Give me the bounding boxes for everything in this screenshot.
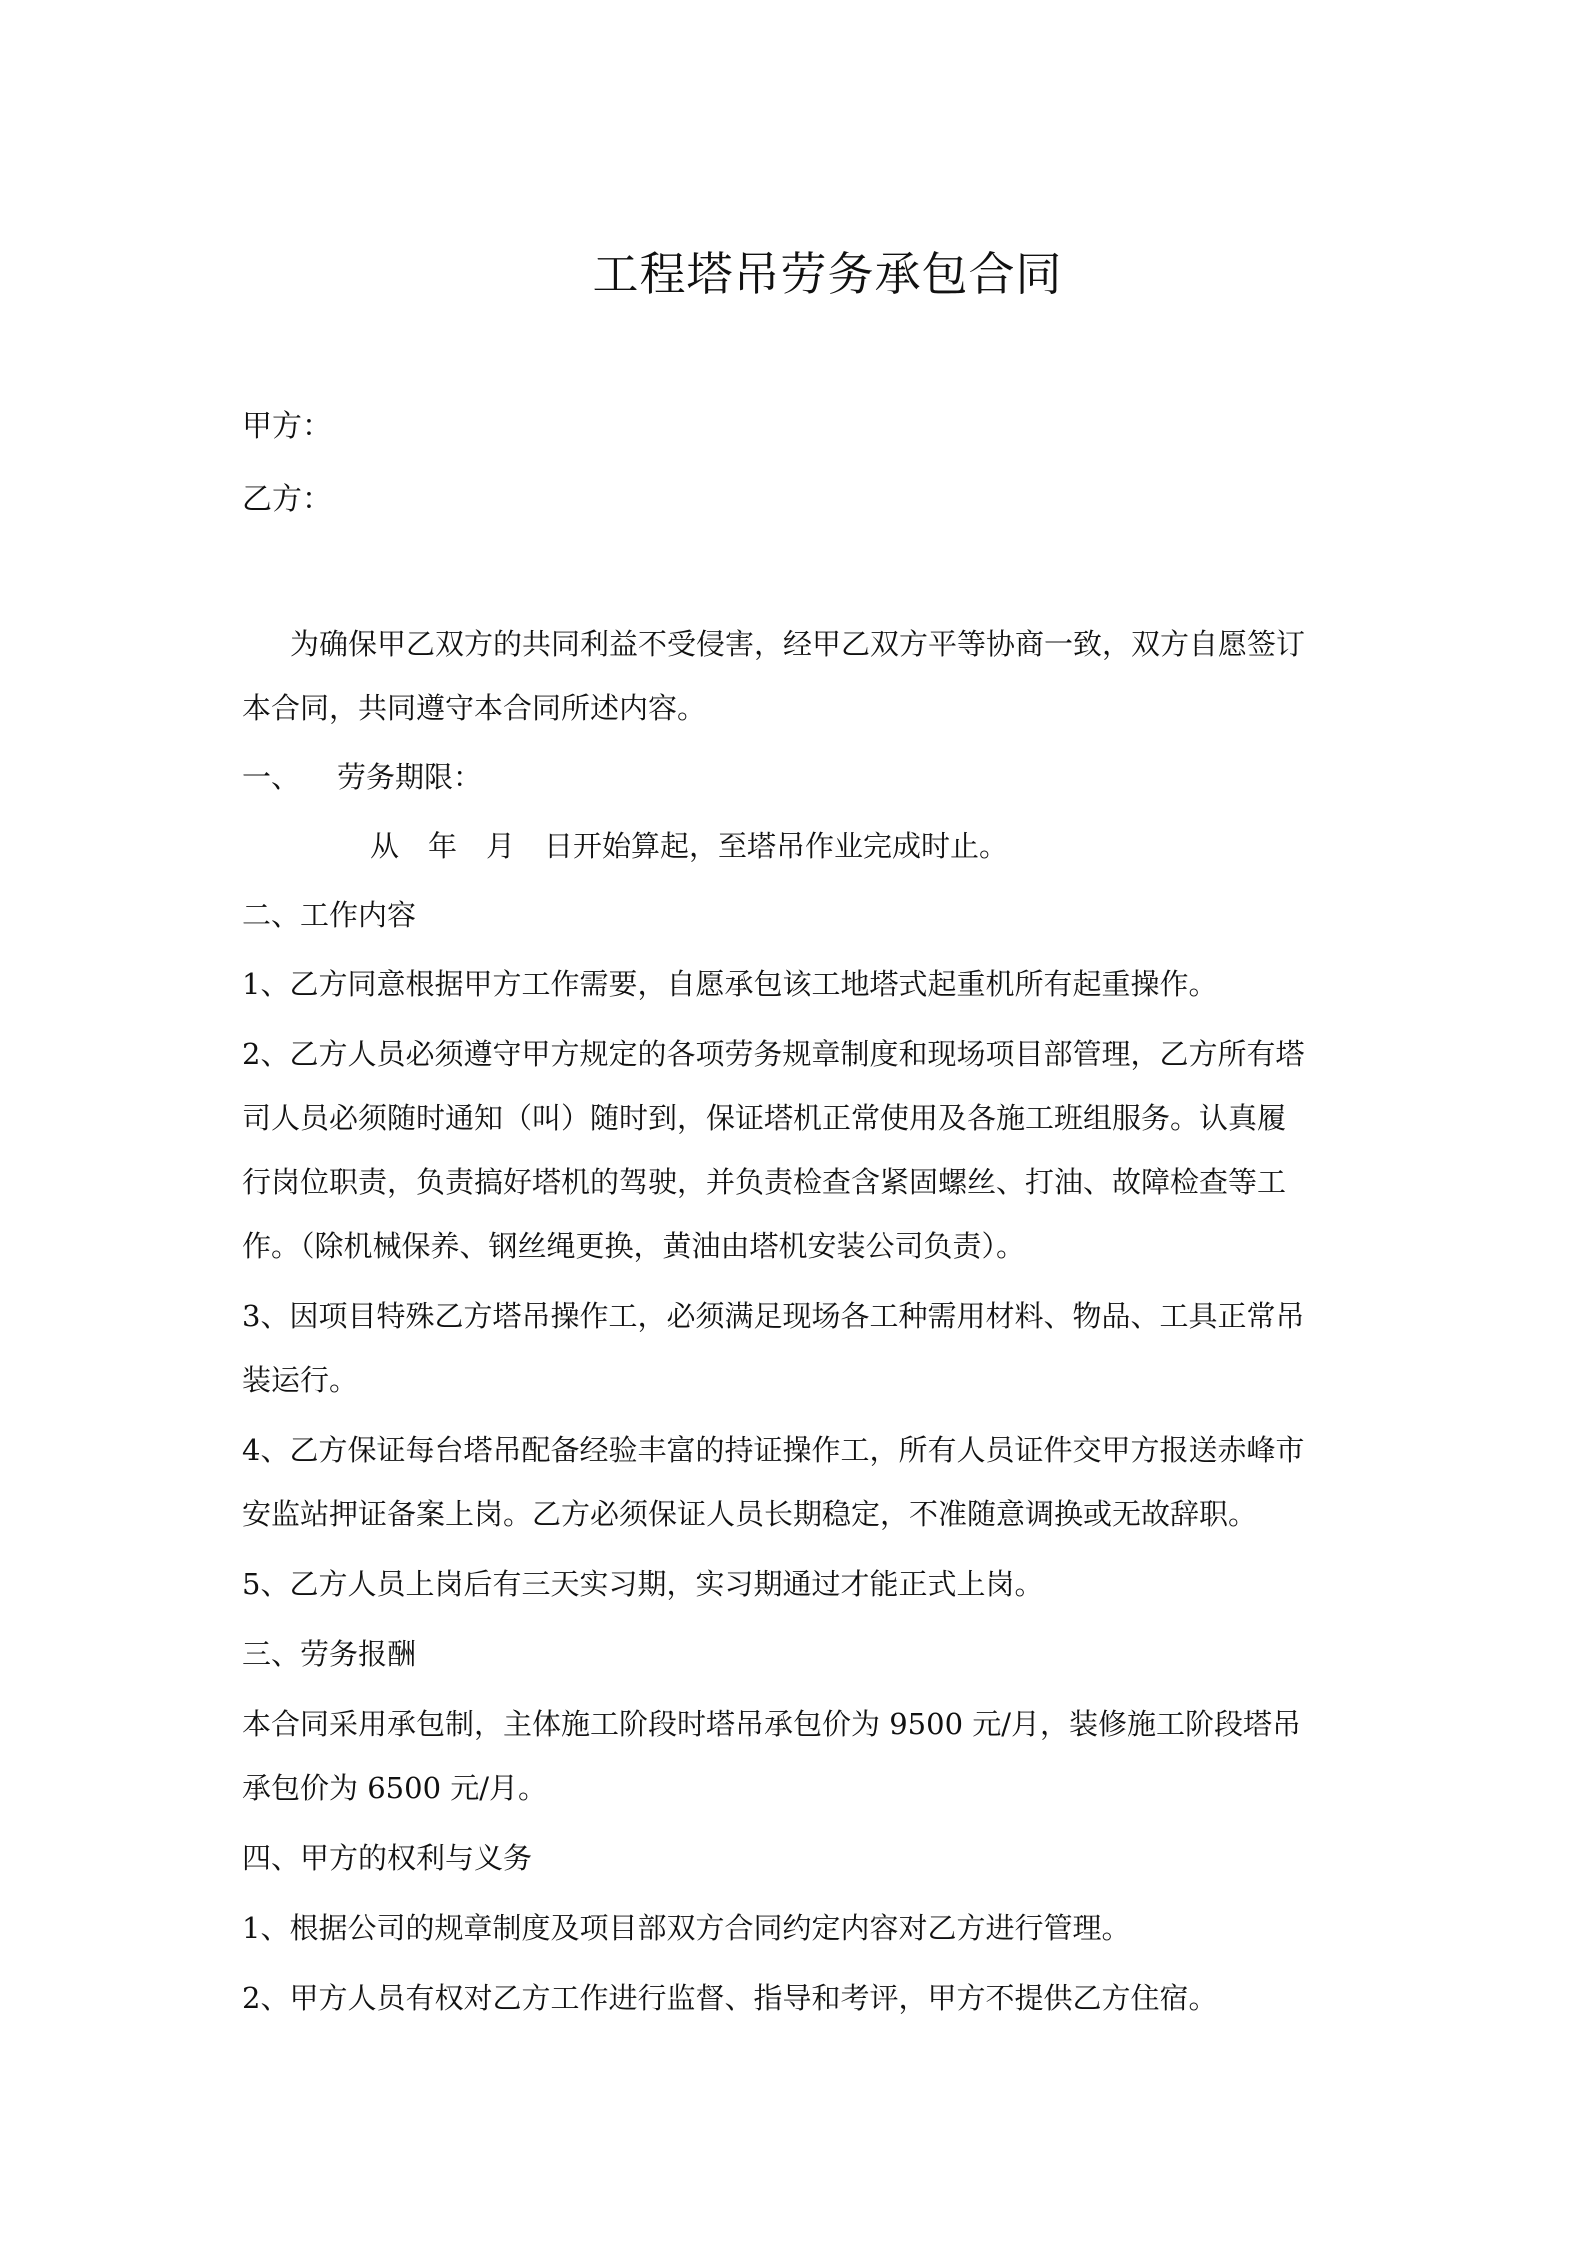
section-1-heading: [242, 757, 482, 797]
section-2-item-2-line-4: 作。（除机械保养、钢丝绳更换，黄油由塔机安装公司负责）。: [242, 1229, 1026, 1263]
section-3-heading: 三、劳务报酬: [242, 1637, 417, 1671]
section-2-heading: 二、工作内容: [242, 898, 417, 932]
section-2-item-1: 1、乙方同意根据甲方工作需要，自愿承包该工地塔式起重机所有起重操作。: [242, 967, 1218, 1001]
section-4-heading: 四、甲方的权利与义务: [242, 1841, 533, 1875]
section-2-item-2-line-3: 行岗位职责，负责搞好塔机的驾驶，并负责检查含紧固螺丝、打油、故障检查等工: [242, 1165, 1287, 1199]
section-2-item-5: 5、乙方人员上岗后有三天实习期，实习期通过才能正式上岗。: [242, 1567, 1044, 1601]
party-b-label: 乙方：: [242, 482, 332, 517]
party-a-label: 甲方：: [242, 409, 332, 444]
section-2-item-2-line-2: 司人员必须随时通知（叫）随时到，保证塔机正常使用及各施工班组服务。认真履: [242, 1101, 1287, 1135]
section-2-item-3-line-1: 3、因项目特殊乙方塔吊操作工，必须满足现场各工种需用材料、物品、工具正常吊: [242, 1299, 1305, 1333]
intro-line-2: 本合同，共同遵守本合同所述内容。: [242, 691, 707, 725]
document-title: 工程塔吊劳务承包合同: [592, 247, 1063, 301]
section-4-item-1: 1、根据公司的规章制度及项目部双方合同约定内容对乙方进行管理。: [242, 1911, 1131, 1945]
section-3-body-line-1: 本合同采用承包制，主体施工阶段时塔吊承包价为 9500 元/月，装修施工阶段塔吊: [242, 1707, 1302, 1741]
section-2-item-4-line-2: 安监站押证备案上岗。乙方必须保证人员长期稳定，不准随意调换或无故辞职。: [242, 1497, 1258, 1531]
section-2-item-2-line-1: 2、乙方人员必须遵守甲方规定的各项劳务规章制度和现场项目部管理，乙方所有塔: [242, 1037, 1305, 1071]
section-4-item-2: 2、甲方人员有权对乙方工作进行监督、指导和考评，甲方不提供乙方住宿。: [242, 1981, 1218, 2015]
section-2-item-4-line-1: 4、乙方保证每台塔吊配备经验丰富的持证操作工，所有人员证件交甲方报送赤峰市: [242, 1433, 1305, 1467]
section-1-number: 一、: [242, 760, 301, 794]
section-2-item-3-line-2: 装运行。: [242, 1363, 359, 1397]
intro-line-1: 为确保甲乙双方的共同利益不受侵害，经甲乙双方平等协商一致，双方自愿签订: [290, 627, 1306, 661]
section-1-body: 从 年 月 日开始算起，至塔吊作业完成时止。: [370, 829, 1009, 863]
section-3-body-line-2: 承包价为 6500 元/月。: [242, 1771, 548, 1805]
section-1-title: 劳务期限：: [337, 760, 483, 794]
